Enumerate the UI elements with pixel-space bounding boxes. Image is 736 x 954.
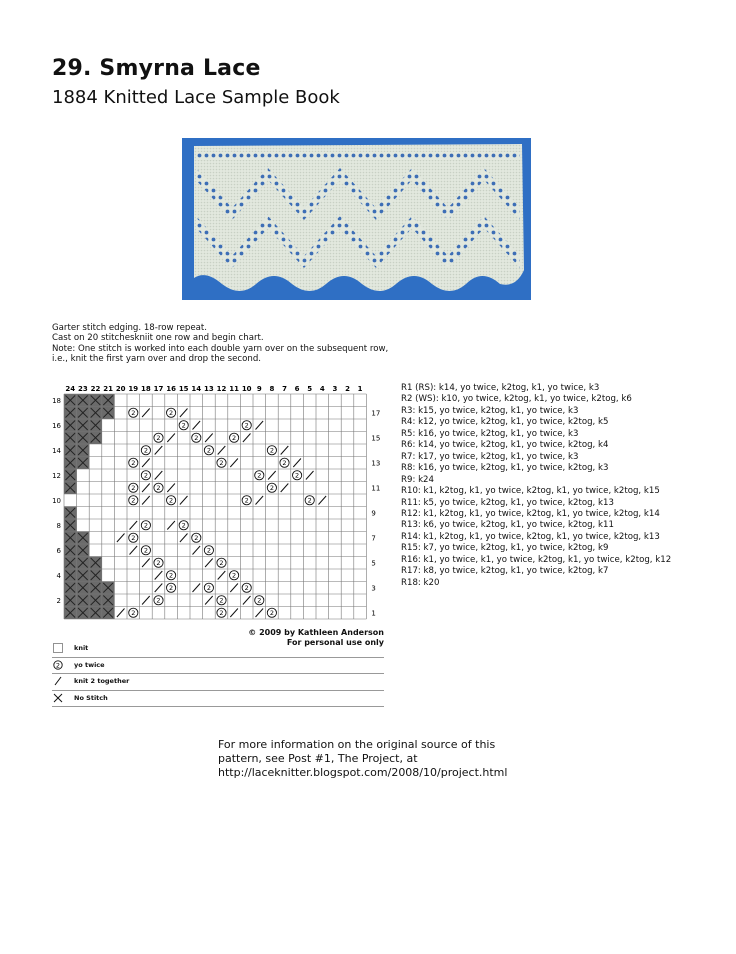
svg-text:2: 2 [169,584,174,593]
svg-text:2: 2 [219,459,224,468]
no-stitch-cell [64,432,77,445]
row-instruction: R15: k7, yo twice, k2tog, k1, yo twice, k2tog, k9 [401,543,609,554]
svg-text:2: 2 [181,421,186,430]
yo-twice-symbol [167,571,176,580]
legend-label: yo twice [74,660,105,669]
legend-label: knit [74,644,89,652]
svg-text:2: 2 [269,484,274,493]
row-number-right: 17 [371,409,381,418]
column-number: 22 [90,385,101,393]
row-instruction: R14: k1, k2tog, k1, yo twice, k2tog, k1, yo twice, k2tog, k13 [401,531,660,542]
no-stitch-cell [89,607,102,620]
knit-square-icon [53,643,63,653]
yo-twice-symbol [141,546,150,555]
svg-text:2: 2 [131,459,136,468]
column-number: 3 [332,385,338,393]
column-number: 17 [153,385,164,393]
no-stitch-cell [77,544,90,557]
chart-legend [52,641,384,707]
row-instruction: R17: k8, yo twice, k2tog, k1, yo twice, k2tog, k7 [401,566,609,577]
no-stitch-cell [77,444,90,457]
no-stitch-cell [64,607,77,620]
yo-twice-symbol [129,496,138,505]
no-stitch-cell [89,419,102,432]
no-stitch-cell [77,457,90,470]
no-stitch-cell [89,432,102,445]
yo-twice-symbol [267,483,276,492]
column-number: 7 [282,385,287,393]
no-stitch-cell [77,407,90,420]
yo-twice-symbol [154,483,163,492]
row-number-right: 13 [371,459,381,468]
no-stitch-cell [77,394,90,407]
intro-line: Garter stitch edging. 18-row repeat. [52,323,207,333]
column-number: 24 [65,385,76,393]
yo-twice-icon [53,660,63,670]
row-number-right: 15 [371,434,381,443]
no-stitch-cell [64,594,77,607]
yo-twice-symbol [217,608,226,617]
yo-twice-symbol [192,433,201,442]
column-number: 18 [141,385,151,393]
yo-twice-symbol [167,408,176,417]
row-instruction: R10: k1, k2tog, k1, yo twice, k2tog, k1, yo twice, k2tog, k15 [401,486,660,497]
row-instruction: R13: k6, yo twice, k2tog, k1, yo twice, k2tog, k11 [401,520,614,531]
pattern-subtitle: 1884 Knitted Lace Sample Book [52,87,340,108]
svg-text:2: 2 [269,446,274,455]
svg-text:2: 2 [194,434,199,443]
yo-twice-symbol [129,408,138,417]
column-number: 19 [128,385,139,393]
yo-twice-symbol [204,546,213,555]
column-number: 2 [345,385,350,393]
svg-text:2: 2 [143,471,148,480]
no-stitch-cell [77,419,90,432]
no-stitch-cell [89,569,102,582]
intro-line: Cast on 20 stitcheskniit one row and begin chart. [52,333,264,344]
legend-label: knit 2 together [74,677,130,685]
row-number-left: 14 [52,446,61,455]
yo-twice-symbol [293,471,302,480]
lace-sample-photo [182,138,531,300]
yo-twice-symbol [141,471,150,480]
row-number-right: 7 [371,534,376,543]
pattern-intro [52,323,388,365]
yo-twice-symbol [129,483,138,492]
svg-text:2: 2 [257,596,262,605]
column-number: 6 [294,385,300,393]
yo-twice-symbol [305,496,314,505]
row-number-left: 18 [52,396,61,405]
no-stitch-cell [64,407,77,420]
yo-twice-symbol [204,583,213,592]
svg-text:2: 2 [156,559,161,568]
svg-text:2: 2 [143,446,148,455]
yo-twice-symbol [192,533,201,542]
row-instruction: R7: k17, yo twice, k2tog, k1, yo twice, k3 [401,451,579,462]
yo-twice-symbol [217,558,226,567]
usage-line: For personal use only [286,638,384,647]
svg-text:2: 2 [244,584,249,593]
no-stitch-cell [102,607,115,620]
yo-twice-symbol [129,458,138,467]
row-instructions [401,383,671,589]
column-number: 10 [241,385,252,393]
yo-twice-symbol [267,608,276,617]
yo-twice-symbol [242,496,251,505]
svg-text:2: 2 [257,471,262,480]
legend-item-k2tog [52,674,384,691]
source-url[interactable]: http://laceknitter.blogspot.com/2008/10/project.html [218,766,508,779]
svg-text:2: 2 [206,546,211,555]
no-stitch-cell [102,394,115,407]
column-number: 11 [229,385,239,393]
column-number: 5 [307,385,313,393]
k2tog-slash-icon [53,676,63,686]
yo-twice-symbol [154,596,163,605]
yo-twice-symbol [141,521,150,530]
row-instruction: R16: k1, yo twice, k1, yo twice, k2tog, k1, yo twice, k2tog, k12 [401,554,672,565]
yo-twice-symbol [242,421,251,430]
column-number: 13 [204,385,214,393]
row-instruction: R4: k12, yo twice, k2tog, k1, yo twice, k2tog, k5 [401,417,609,428]
svg-text:2: 2 [219,559,224,568]
svg-text:2: 2 [232,434,237,443]
yo-twice-symbol [280,458,289,467]
no-stitch-cell [64,519,77,532]
row-number-right: 9 [371,509,376,518]
yo-twice-symbol [217,596,226,605]
intro-line: Note: One stitch is worked into each double yarn over on the subsequent row, [52,343,389,354]
row-instruction: R8: k16, yo twice, k2tog, k1, yo twice, k2tog, k3 [401,463,609,474]
column-number: 15 [178,385,189,393]
column-number: 23 [78,385,88,393]
legend-item-knit [52,641,384,658]
yo-twice-symbol [179,421,188,430]
column-number: 9 [256,385,262,393]
svg-text:2: 2 [219,609,224,618]
pattern-title: 29. Smyrna Lace [52,56,261,81]
row-instruction: R18: k20 [401,577,440,588]
no-stitch-cell [89,557,102,570]
yo-twice-symbol [141,446,150,455]
yo-twice-symbol [255,471,264,480]
row-instruction: R2 (WS): k10, yo twice, k2tog, k1, yo twice, k2tog, k6 [401,394,632,405]
no-stitch-cell [77,582,90,595]
svg-text:2: 2 [244,421,249,430]
svg-text:2: 2 [181,521,186,530]
column-number: 8 [269,385,275,393]
yo-twice-symbol [230,571,239,580]
svg-text:2: 2 [169,409,174,418]
svg-text:2: 2 [194,534,199,543]
yo-twice-symbol [129,608,138,617]
svg-text:2: 2 [206,584,211,593]
no-stitch-cell [77,594,90,607]
legend-item-no-stitch [52,691,384,708]
svg-text:2: 2 [131,409,136,418]
no-stitch-cell [64,544,77,557]
row-number-right: 1 [371,609,376,618]
no-stitch-cell [77,557,90,570]
svg-text:2: 2 [156,484,161,493]
row-number-right: 11 [371,484,381,493]
row-number-left: 10 [52,496,61,505]
column-number: 12 [216,385,227,393]
copyright-line: © 2009 by Kathleen Anderson [248,628,384,637]
knitting-chart [50,381,386,630]
column-number: 21 [103,385,113,393]
row-instruction: R12: k1, k2tog, k1, yo twice, k2tog, k1, yo twice, k2tog, k14 [401,508,660,519]
row-number-right: 3 [371,584,376,593]
no-stitch-cell [102,407,115,420]
svg-text:2: 2 [131,534,136,543]
svg-text:2: 2 [244,496,249,505]
no-stitch-cell [64,582,77,595]
yo-twice-symbol [154,433,163,442]
row-instruction: R11: k5, yo twice, k2tog, k1, yo twice, k2tog, k13 [401,497,614,508]
no-stitch-cell [64,457,77,470]
svg-text:2: 2 [131,484,136,493]
svg-text:2: 2 [131,609,136,618]
row-number-left: 6 [56,546,61,555]
lace-body [194,144,524,291]
yo-twice-symbol [179,521,188,530]
row-number-left: 12 [52,471,61,480]
svg-text:2: 2 [143,546,148,555]
source-line: pattern, see Post #1, The Project, at [218,752,418,765]
no-stitch-cell [77,569,90,582]
svg-text:2: 2 [156,434,161,443]
row-number-right: 5 [371,559,376,568]
no-stitch-cell [102,582,115,595]
svg-text:2: 2 [169,571,174,580]
yo-twice-symbol [267,446,276,455]
row-instruction: R1 (RS): k14, yo twice, k2tog, k1, yo twice, k3 [401,383,600,393]
svg-text:2: 2 [143,521,148,530]
no-stitch-cell [64,557,77,570]
yo-twice-symbol [154,558,163,567]
yo-twice-symbol [242,583,251,592]
svg-text:2: 2 [232,571,237,580]
column-number: 14 [191,385,202,393]
no-stitch-cell [89,407,102,420]
legend-item-yo-twice [52,658,384,675]
yo-twice-symbol [129,533,138,542]
no-stitch-cell [102,594,115,607]
svg-text:2: 2 [269,609,274,618]
svg-text:2: 2 [282,459,287,468]
row-number-left: 8 [56,521,61,530]
row-number-left: 4 [56,571,61,580]
row-instruction: R3: k15, yo twice, k2tog, k1, yo twice, k3 [401,405,579,416]
yo-twice-symbol [230,433,239,442]
svg-text:2: 2 [295,471,300,480]
no-stitch-cell [64,444,77,457]
no-stitch-cell [64,507,77,520]
svg-text:2: 2 [169,496,174,505]
row-instruction: R5: k16, yo twice, k2tog, k1, yo twice, k3 [401,428,579,439]
no-stitch-cell [64,532,77,545]
svg-text:2: 2 [206,446,211,455]
intro-line: i.e., knit the first yarn over and drop the second. [52,354,262,365]
no-stitch-cell [64,482,77,495]
yo-twice-symbol [167,496,176,505]
no-stitch-cell [89,582,102,595]
column-number: 16 [166,385,176,393]
no-stitch-cell [64,394,77,407]
svg-text:2: 2 [156,596,161,605]
yo-twice-symbol [167,583,176,592]
chart-grid [50,381,386,626]
svg-text:2: 2 [219,596,224,605]
no-stitch-cell [77,532,90,545]
yo-twice-symbol [255,596,264,605]
column-number: 1 [357,385,363,393]
source-note [218,738,507,780]
row-instruction: R9: k24 [401,474,434,485]
column-number: 4 [319,385,325,393]
no-stitch-cell [64,469,77,482]
yo-twice-symbol [217,458,226,467]
row-number-left: 2 [56,596,61,605]
yo-twice-symbol [204,446,213,455]
column-number: 20 [115,385,126,393]
svg-text:2: 2 [55,660,61,669]
no-stitch-cell [77,432,90,445]
no-stitch-cell [89,394,102,407]
no-stitch-cell [64,419,77,432]
svg-text:2: 2 [131,496,136,505]
no-stitch-cell [77,607,90,620]
row-number-left: 16 [52,421,61,430]
row-instruction: R6: k14, yo twice, k2tog, k1, yo twice, k2tog, k4 [401,440,609,451]
source-line: For more information on the original source of this [218,738,496,751]
no-stitch-cell [64,569,77,582]
legend-label: No Stitch [74,693,108,702]
svg-text:2: 2 [307,496,312,505]
no-stitch-cell [89,594,102,607]
no-stitch-x-icon [53,693,63,703]
